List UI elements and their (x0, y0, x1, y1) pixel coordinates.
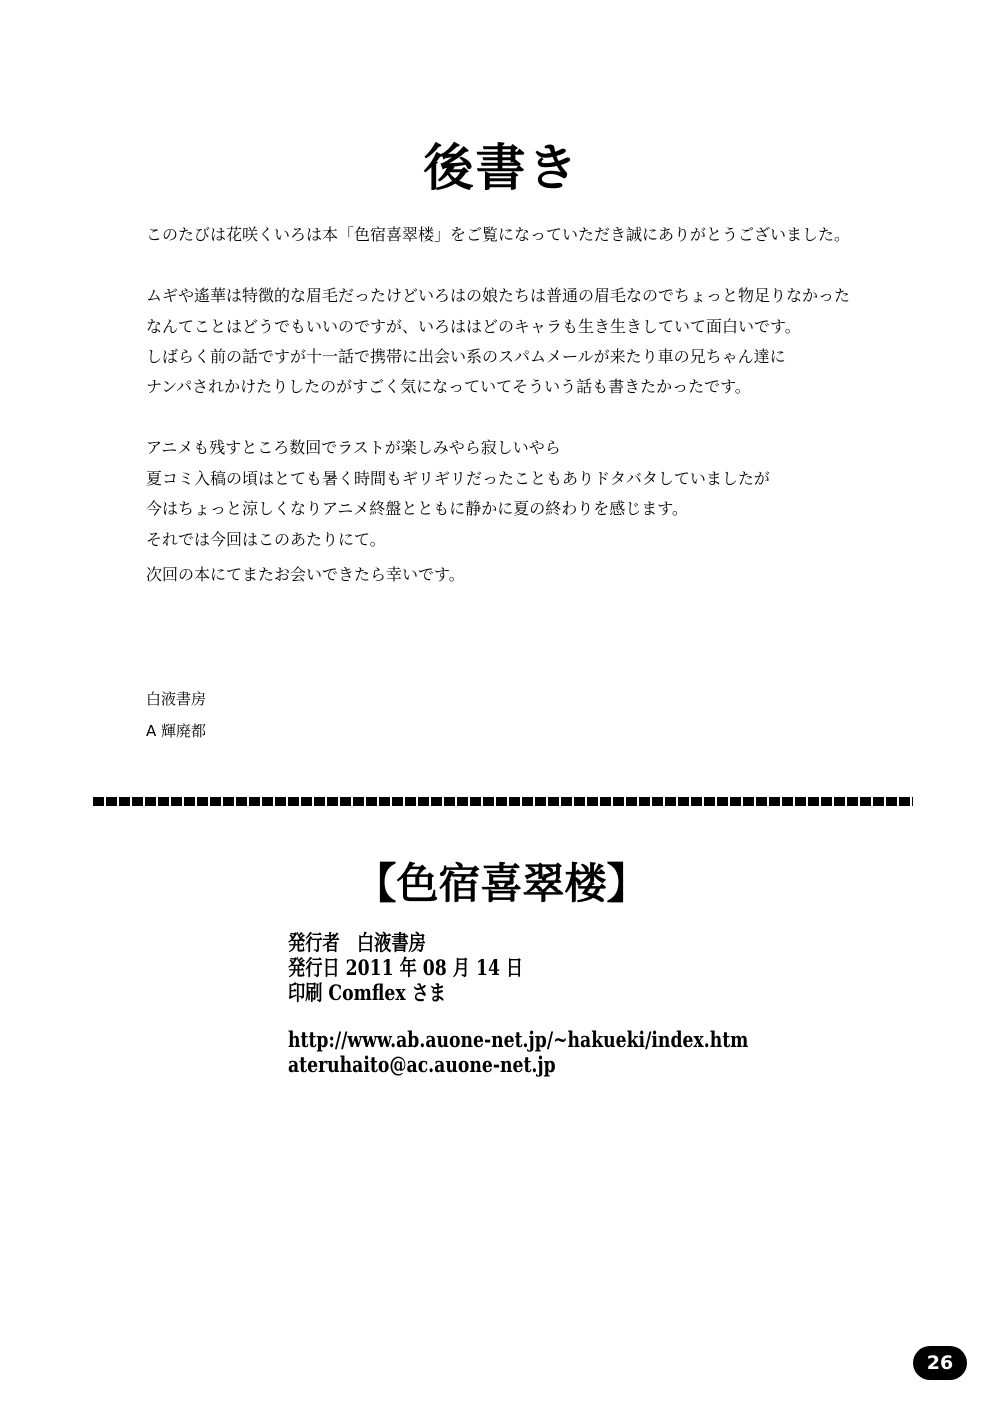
afterword-line: 今はちょっと涼しくなりアニメ終盤とともに静かに夏の終わりを感じます。 (146, 499, 688, 518)
afterword-line: ムギや遙華は特徴的な眉毛だったけどいろはの娘たちは普通の眉毛なのでちょっと物足りなかった (146, 286, 851, 305)
book-title: 【色宿喜翠楼】 (354, 859, 649, 908)
website-url: http://www.ab.auone-net.jp/~hakueki/index.htm (288, 1027, 749, 1052)
signature-circle: 白液書房 (146, 690, 207, 708)
afterword-line: なんてことはどうでもいいのですが、いろははどのキャラも生き生きしていて面白いです。 (146, 317, 801, 336)
afterword-line: しばらく前の話ですが十一話で携帯に出会い系のスパムメールが来たり車の兄ちゃん達に (146, 347, 786, 366)
signature-author: A 輝廃都 (146, 722, 207, 740)
colophon-publisher: 発行者 白液書房 (288, 930, 426, 955)
contact-email: ateruhaito@ac.auone-net.jp (288, 1052, 556, 1077)
afterword-line: このたびは花咲くいろは本「色宿喜翠楼」をご覧になっていただき誠にありがとうございました。 (146, 225, 851, 244)
afterword-line: ナンパされかけたりしたのがすごく気になっていてそういう話も書きたかったです。 (146, 377, 751, 396)
afterword-line: 夏コミ入稿の頃はとても暑く時間もギリギリだったこともありドタバタしていましたが (146, 469, 770, 488)
afterword-line: アニメも残すところ数回でラストが楽しみやら寂しいやら (146, 438, 561, 457)
afterword-line: それでは今回はこのあたりにて。 (146, 530, 386, 549)
afterword-heading: 後書き (423, 138, 580, 197)
dashed-divider (93, 797, 913, 806)
colophon-date: 発行日 2011 年 08 月 14 日 (288, 955, 524, 980)
page-number-badge: 26 (913, 1346, 967, 1380)
colophon-printer: 印刷 Comflex さま (288, 980, 447, 1005)
afterword-line: 次回の本にてまたお会いできたら幸いです。 (146, 565, 465, 584)
